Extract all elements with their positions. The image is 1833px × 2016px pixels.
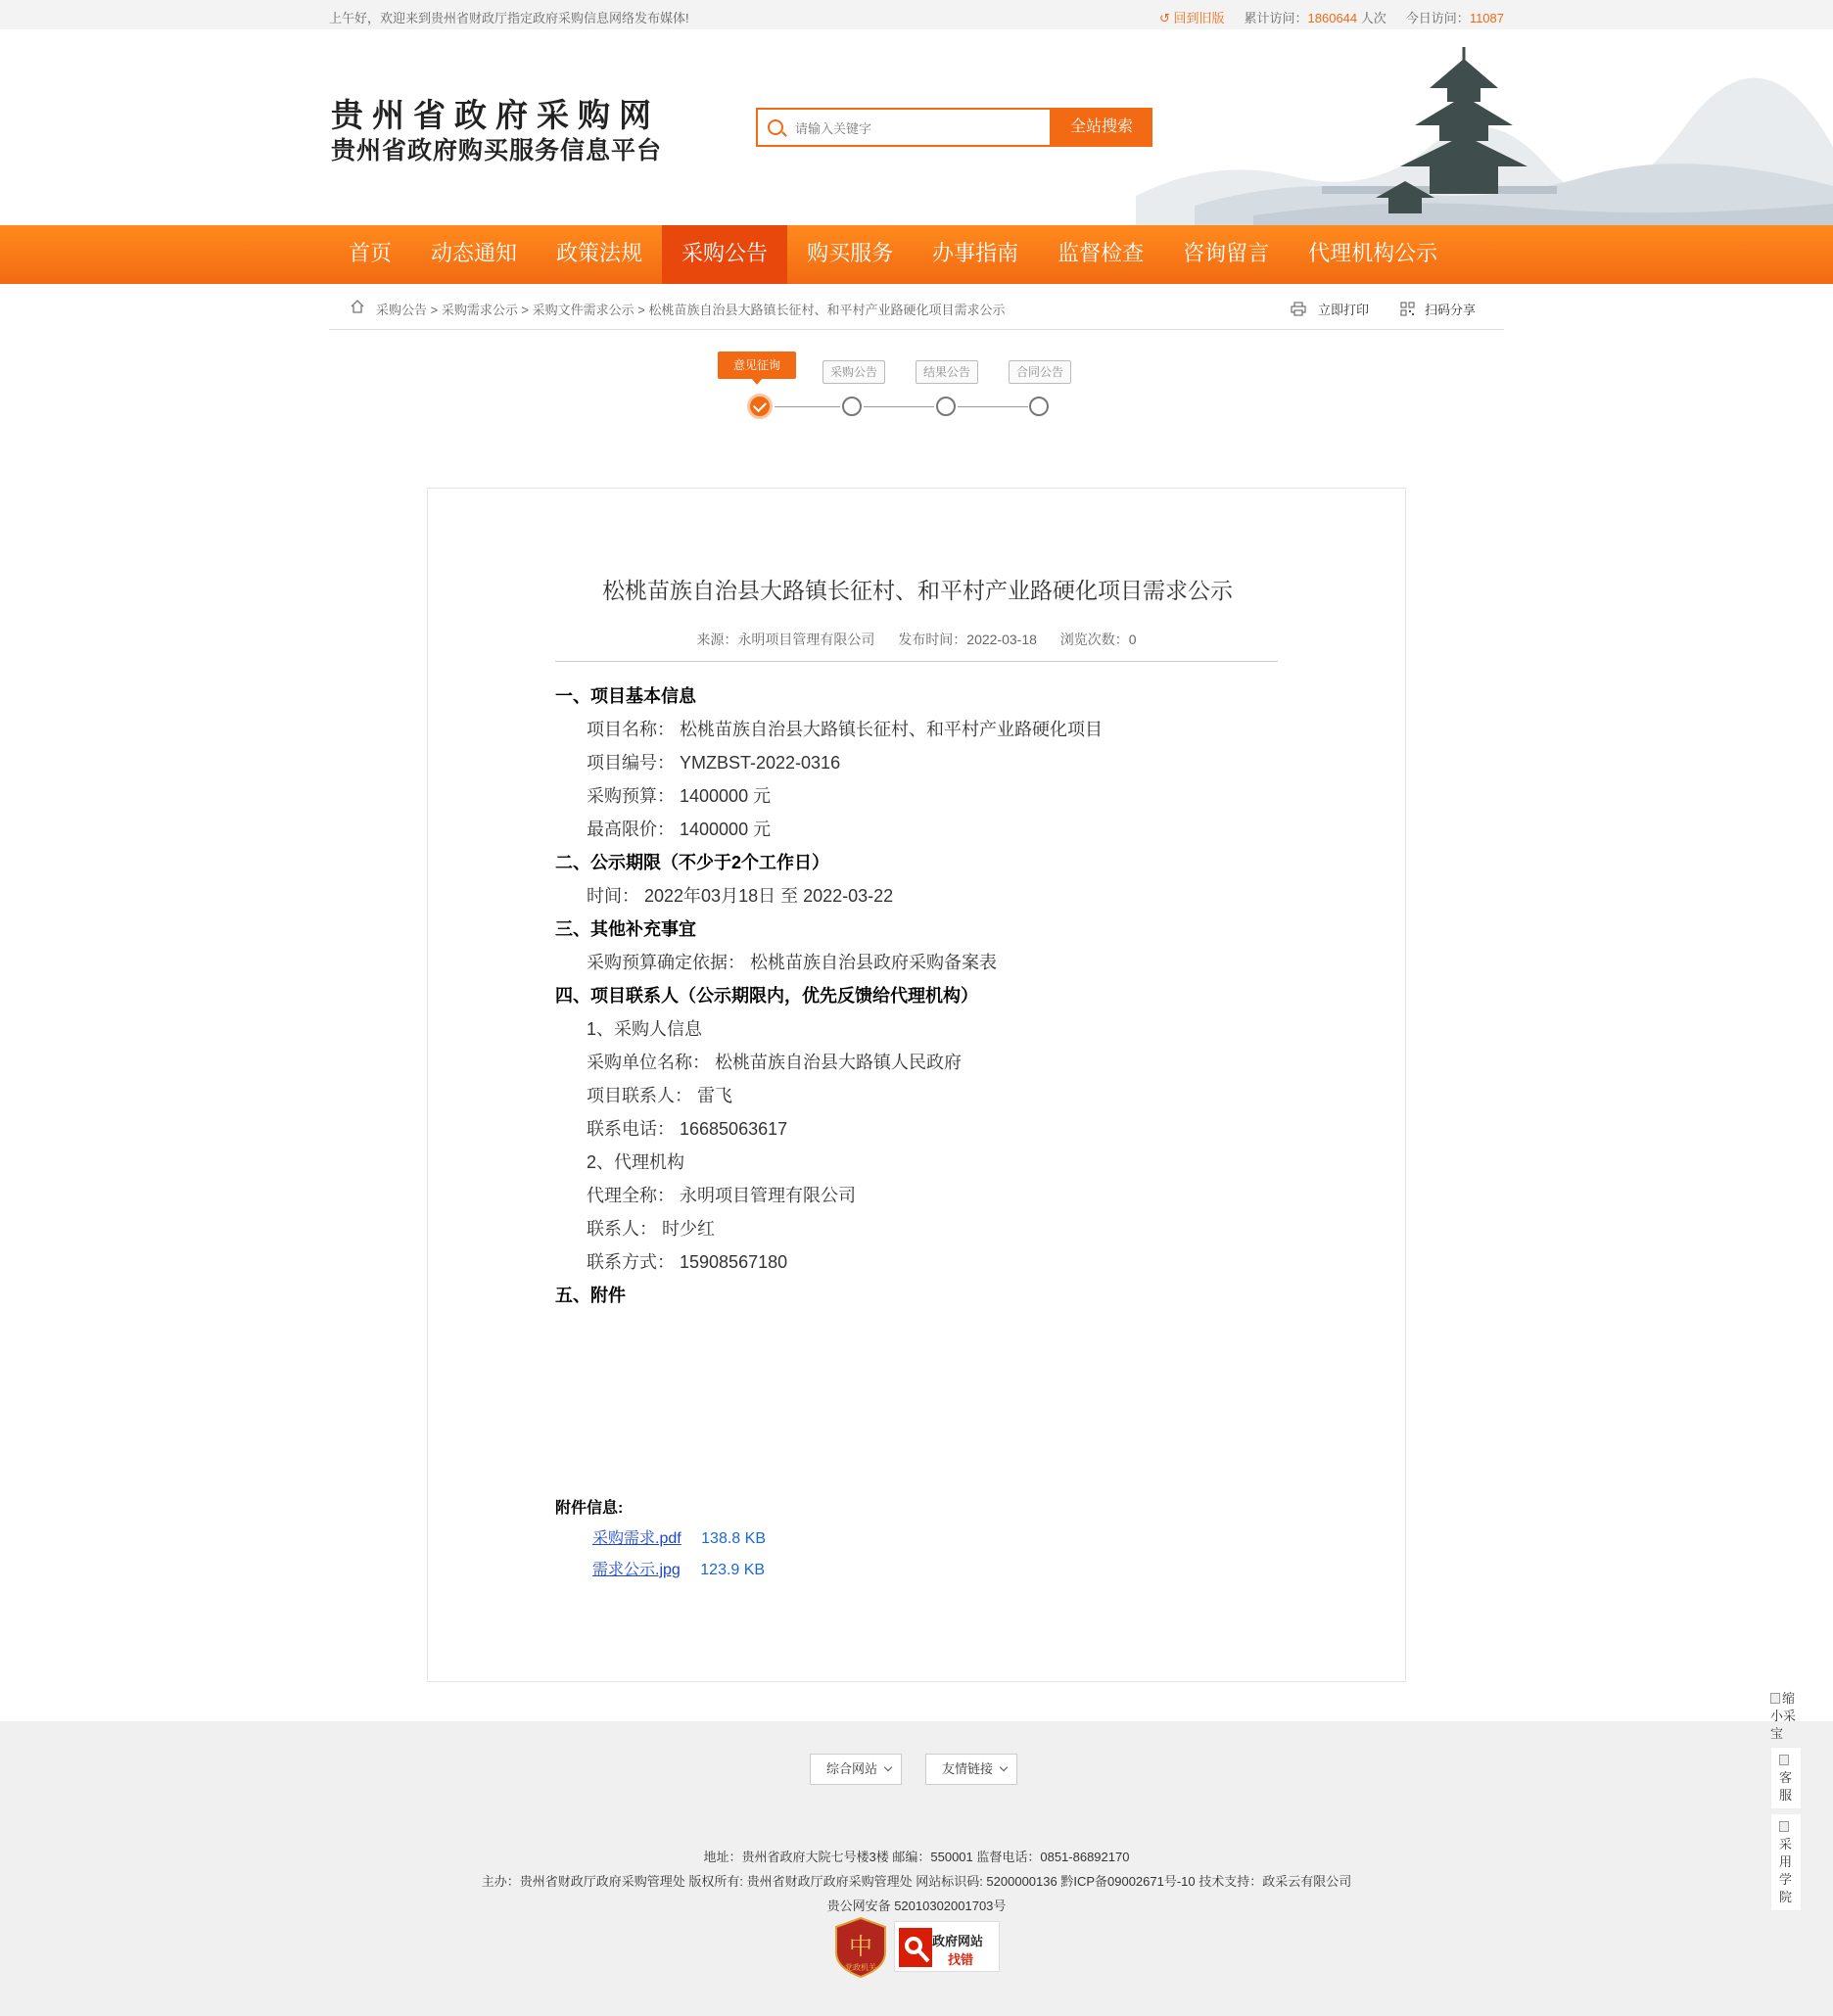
old-version-label[interactable]: 回到旧版 [1173,11,1225,25]
attachment-size: 123.9 KB [700,1562,766,1578]
step-label-consultation[interactable]: 意见征询 [718,352,796,379]
nav-item[interactable]: 监督检查 [1058,242,1145,266]
search-button[interactable]: 全站搜索 [1051,108,1152,147]
step-connector [864,406,934,407]
printer-icon [1291,302,1306,316]
section-heading: 五、附件 [555,1286,626,1305]
magnifier-icon [899,1928,932,1967]
chevron-down-icon [1000,1763,1008,1771]
nav-item[interactable]: 代理机构公示 [1308,242,1438,266]
total-visits-unit: 人次 [1360,11,1386,25]
pavilion-scenery-image [1136,29,1833,225]
content-line: 1、采购人信息 [587,1019,703,1039]
footer-sponsor: 主办：贵州省财政厅政府采购管理处 版权所有: 贵州省财政厅政府采购管理处 网站标识码: 5200000136 黔ICP备09002671号-10 技术支持：政采云有限公司 [481,1874,1352,1889]
content-line: 联系电话： 16685063617 [587,1119,788,1139]
today-visits-value: 11087 [1469,11,1504,25]
content-line: 代理全称： 永明项目管理有限公司 [587,1186,856,1205]
links-select-dropdown[interactable] [925,1754,1017,1785]
total-visits [1245,8,1386,26]
procurement-academy-button[interactable] [1770,1813,1802,1911]
footer-address: 地址：贵州省政府大院七号楼3楼 邮编：550001 监督电话：0851-86892170 [703,1850,1130,1864]
attachments-label: 附件信息: [555,1500,624,1517]
old-version-link[interactable]: ↺ 回到旧版 [1158,11,1225,25]
step-label-result[interactable]: 结果公告 [916,360,978,384]
content-line: 最高限价： 1400000 元 [587,820,772,839]
welcome-text: 上午好，欢迎来到贵州省财政厅指定政府采购信息网络发布媒体! [329,11,689,25]
party-badge-label: 党政机关 [845,1963,876,1972]
gov-badge-text: 政府网站 [932,1934,984,1948]
share-label[interactable]: 扫码分享 [1425,303,1477,317]
section-heading: 三、其他补充事宜 [555,919,696,939]
content-line: 项目编号： YMZBST-2022-0316 [587,753,841,773]
nav-item[interactable]: 动态通知 [431,242,518,266]
content-line: 2、代理机构 [587,1152,685,1172]
broken-image-icon [1779,1755,1789,1765]
step-connector [958,406,1028,407]
attachment-size: 138.8 KB [701,1530,766,1547]
article-views: 浏览次数：0 [1059,632,1137,647]
step-dot-result [936,397,956,416]
step-dot-contract [1029,397,1049,416]
share-button[interactable] [1400,300,1476,318]
gov-badge-error-text: 找错 [948,1952,974,1967]
total-visits-value: 1860644 [1307,11,1358,25]
broken-image-icon [1770,1693,1780,1704]
breadcrumb [329,284,1504,330]
chevron-down-icon [884,1763,892,1771]
article-publish-time: 发布时间：2022-03-18 [898,632,1037,647]
today-visits-label: 今日访问： [1405,11,1470,25]
gov-website-error-badge[interactable] [894,1921,1000,1972]
site-header [0,29,1833,225]
attachment-link[interactable]: 采购需求.pdf [592,1530,682,1547]
party-government-badge[interactable] [834,1917,887,1978]
svg-text:中: 中 [849,1933,872,1960]
today-visits [1406,8,1504,26]
nav-item[interactable]: 采购公告 [662,225,787,284]
article-content [555,680,1280,1312]
content-line: 联系人： 时少红 [587,1219,716,1239]
shrink-assistant-button[interactable] [1770,1690,1802,1743]
customer-service-button[interactable] [1770,1747,1802,1809]
nav-item[interactable]: 咨询留言 [1183,242,1270,266]
content-line: 采购单位名称： 松桃苗族自治县大路镇人民政府 [587,1053,962,1072]
links-select-label[interactable]: 友情链接 [942,1761,994,1776]
print-button[interactable] [1291,300,1369,318]
step-label-procurement[interactable]: 采购公告 [822,360,885,384]
nav-item[interactable]: 办事指南 [932,242,1019,266]
content-line: 时间： 2022年03月18日 至 2022-03-22 [587,886,894,906]
article-meta [555,630,1278,662]
attachment-row [555,1524,766,1555]
section-heading: 二、公示期限（不少于2个工作日） [555,853,830,872]
attachment-row [555,1555,766,1586]
process-steps [0,348,1833,426]
main-nav [0,225,1833,284]
total-visits-label: 累计访问： [1244,11,1308,25]
content-line: 联系方式： 15908567180 [587,1252,788,1272]
article-title: 松桃苗族自治县大路镇长征村、和平村产业路硬化项目需求公示 [602,579,1233,604]
broken-image-icon [1779,1821,1789,1832]
home-icon[interactable] [351,300,364,313]
content-line: 采购预算确定依据： 松桃苗族自治县政府采购备案表 [587,953,997,972]
procurement-academy-label[interactable]: 采用学院 [1779,1837,1793,1904]
attachments [555,1494,766,1586]
step-label-contract[interactable]: 合同公告 [1009,360,1071,384]
nav-item[interactable]: 购买服务 [807,242,894,266]
site-select-label[interactable]: 综合网站 [826,1761,878,1776]
site-title[interactable]: 贵州省政府采购网 [331,96,660,134]
step-dot-procurement [842,397,862,416]
attachment-link[interactable]: 需求公示.jpg [592,1562,681,1578]
site-footer [0,1721,1833,2016]
section-heading: 一、项目基本信息 [555,686,696,706]
content-line: 采购预算： 1400000 元 [587,786,772,806]
top-bar [0,0,1833,29]
site-subtitle[interactable]: 贵州省政府购买服务信息平台 [331,136,663,164]
content-line: 项目名称： 松桃苗族自治县大路镇长征村、和平村产业路硬化项目 [587,720,1103,739]
customer-service-label[interactable]: 客服 [1779,1770,1793,1803]
print-label[interactable]: 立即打印 [1318,303,1370,317]
visit-stats [1159,8,1504,26]
article-card [427,488,1406,1682]
search-icon [768,119,783,135]
step-connector [775,406,840,407]
qr-code-icon [1400,302,1415,316]
side-floating-widgets [1770,1690,1802,1911]
nav-item[interactable]: 首页 [349,242,393,266]
nav-item[interactable]: 政策法规 [556,242,643,266]
search-box [756,108,1052,147]
content-line: 项目联系人： 雷飞 [587,1086,733,1105]
article-source: 来源：永明项目管理有限公司 [696,632,875,647]
shrink-assistant-label[interactable]: 缩小采宝 [1770,1691,1797,1741]
search-input[interactable] [795,117,1040,140]
site-select-dropdown[interactable] [810,1754,902,1785]
footer-security[interactable]: 贵公网安备 52010302001703号 [826,1899,1007,1913]
section-heading: 四、项目联系人（公示期限内，优先反馈给代理机构） [555,986,978,1006]
step-dot-consultation [747,394,773,419]
breadcrumb-path[interactable]: 采购公告 > 采购需求公示 > 采购文件需求公示 > 松桃苗族自治县大路镇长征村、和平村产业路硬化项目需求公示 [376,303,1006,317]
